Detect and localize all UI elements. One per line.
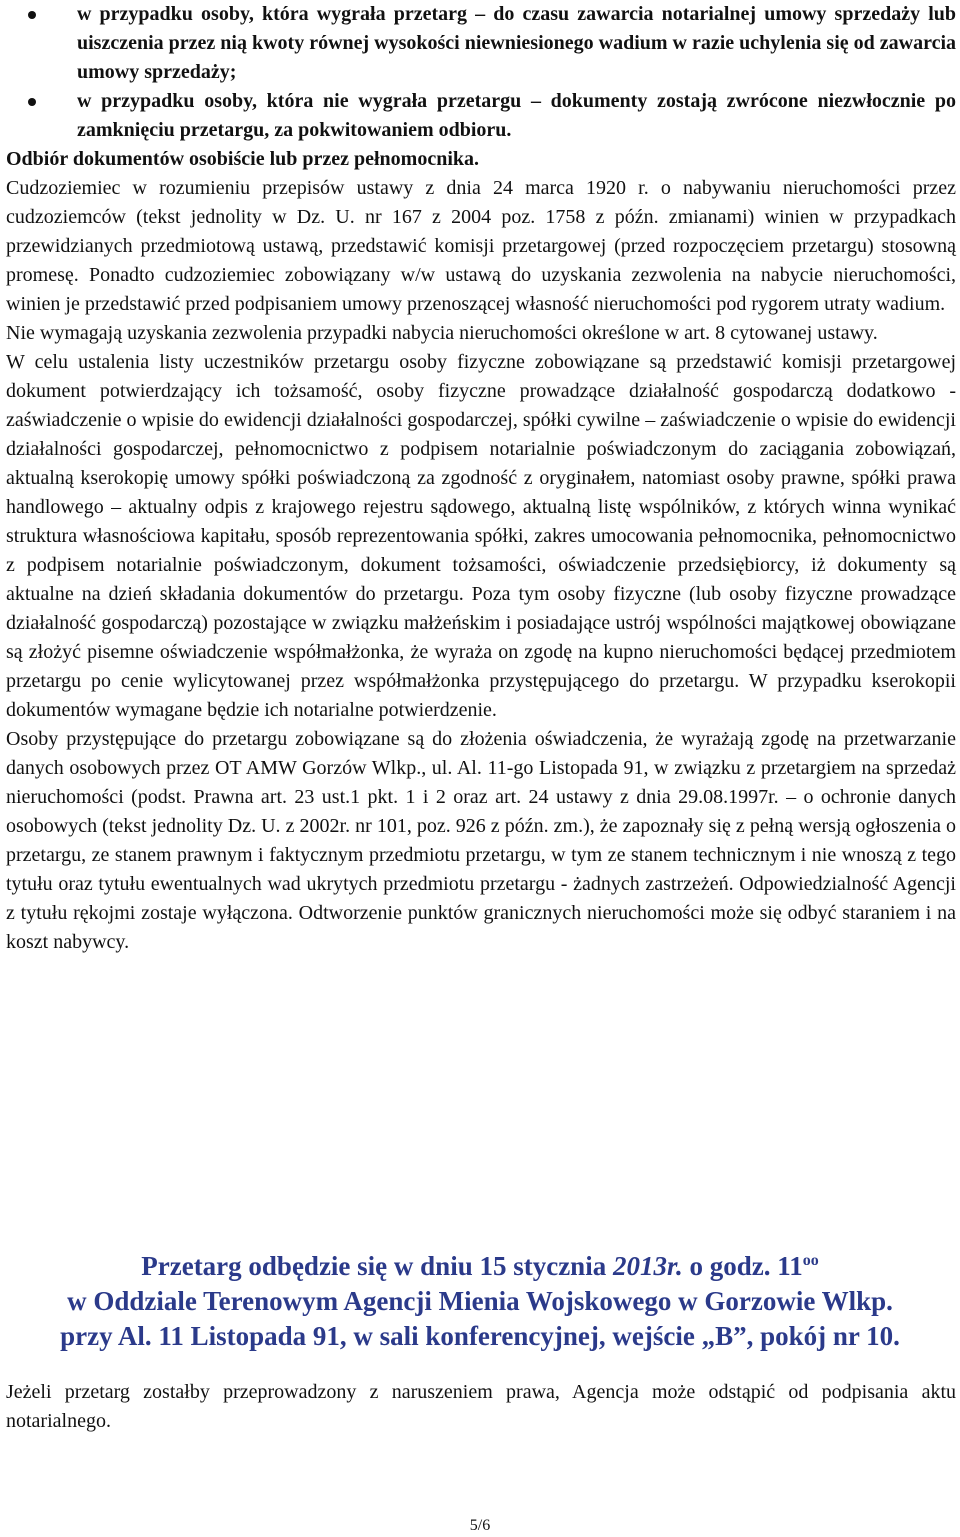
closing-paragraph: Jeżeli przetarg zostałby przeprowadzony z naruszeniem prawa, Agencja może odstąpić od podpisania aktu notarialnego.	[6, 1381, 956, 1432]
document-page	[6, 0, 956, 957]
auction-announcement	[0, 1243, 960, 1354]
page-number: 5/6	[469, 1517, 491, 1534]
consent-paragraph: Osoby przystępujące do przetargu zobowiązane są do złożenia oświadczenia, że wyrażają zgodę na przetwarzanie danych osobowych przez OT AMW Gorzów Wlkp., ul. Al. 11-go Listopada 91, w związku z przetargiem na sprzedaż nieruchomości (podst. Prawna art. 23 ust.1 pkt. 1 i 2 oraz art. 24 ustawy z dnia 29.08.1997r. – o ochronie danych osobowych (tekst jednolity Dz. U. z 2002r. nr 101, poz. 926 z późn. zm.), że zapoznały się z pełną wersją ogłoszenia o przetargu, ze stanem prawnym i faktycznym przedmiotu przetargu, w tym ze stanem technicznym i nie wnoszą z tego tytułu oraz tytułu ewentualnych wad ukrytych przedmiotu przetargu - żadnych zastrzeżeń. Odpowiedzialność Agencji z tytułu rękojmi zostaje wyłączona. Odtworzenie punktów granicznych nieruchomości może się odbyć staraniem i na koszt nabywcy.	[6, 728, 956, 953]
announcement-time: o godz. 11	[682, 1251, 803, 1281]
bullet-dot-icon	[28, 98, 36, 106]
announcement-time-sup: oo	[802, 1252, 819, 1269]
announcement-date-text: Przetarg odbędzie się w dniu 15 stycznia	[141, 1251, 613, 1281]
pickup-note: Odbiór dokumentów osobiście lub przez pełnomocnika.	[6, 148, 480, 170]
foreigner-paragraph: Cudzoziemiec w rozumieniu przepisów ustawy z dnia 24 marca 1920 r. o nabywaniu nieruchomości przez cudzoziemców (tekst jednolity w Dz. U. nr 167 z 2004 poz. 1758 z późn. zmianami) winien w przypadkach przewidzianych przedmiotową ustawą, przedstawić komisji przetargowej (przed rozpoczęciem przetargu) stosowną promesę. Ponadto cudzoziemiec zobowiązany w/w ustawą do uzyskania zezwolenia na nabycie nieruchomości, winien je przedstawić przed podpisaniem umowy przenoszącej własność nieruchomości pod rygorem utraty wadium.	[6, 177, 956, 315]
bullet-item	[6, 87, 956, 145]
bullet-text: w przypadku osoby, która wygrała przetarg – do czasu zawarcia notarialnej umowy sprzedaży lub uiszczenia przez nią kwoty równej wysokości niewniesionego wadium w razie uchylenia się od zawarcia umowy sprzedaży;	[77, 3, 957, 83]
bullet-item	[6, 0, 956, 87]
bullet-dot-icon	[28, 11, 36, 19]
bullet-list	[6, 0, 956, 145]
announcement-line-3: przy Al. 11 Listopada 91, w sali konferencyjnej, wejście „B”, pokój nr 10.	[60, 1321, 900, 1351]
announcement-year: 2013r.	[612, 1251, 683, 1281]
participants-paragraph: W celu ustalenia listy uczestników przetargu osoby fizyczne zobowiązane są przedstawić komisji przetargowej dokument potwierdzający ich tożsamość, osoby fizyczne prowadzące działalność gospodarczą dodatkowo - zaświadczenie o wpisie do ewidencji działalności gospodarczej, spółki cywilne – zaświadczenie o wpisie do ewidencji działalności gospodarczej, pełnomocnictwo z podpisem notarialnie poświadczonym do zaciągania zobowiązań, aktualną kserokopię umowy spółki poświadczoną za zgodność z oryginałem, natomiast osoby prawne, spółki prawa handlowego – aktualny odpis z krajowego rejestru sądowego, aktualną listę wspólników, z których winna wynikać struktura własnościowa kapitału, sposób reprezentowania spółki, zakres umocowania pełnomocnika, pełnomocnictwo z podpisem notarialnie poświadczonym, dokument tożsamości, oświadczenie przedsiębiorcy, iż dokumenty są aktualne na dzień składania dokumentów do przetargu. Poza tym osoby fizyczne (lub osoby fizyczne prowadzące działalność gospodarczą) pozostające w związku małżeńskim i posiadające ustrój wspólności majątkowej obowiązane są złożyć pisemne oświadczenie współmałżonka, że wyraża on zgodę na kupno nieruchomości będącej przedmiotem przetargu po cenie wylicytowanej przez współmałżonka przystępującego do przetargu. W przypadku kserokopii dokumentów wymagane będzie ich notarialne potwierdzenie.	[6, 351, 956, 721]
exemption-paragraph: Nie wymagają uzyskania zezwolenia przypadki nabycia nieruchomości określone w art. 8 cytowanej ustawy.	[6, 322, 878, 344]
announcement-line-2: w Oddziale Terenowym Agencji Mienia Wojskowego w Gorzowie Wlkp.	[67, 1286, 893, 1316]
announcement-line-1	[0, 1243, 960, 1284]
bullet-text: w przypadku osoby, która nie wygrała przetargu – dokumenty zostają zwrócone niezwłocznie po zamknięciu przetargu, za pokwitowaniem odbioru.	[77, 90, 956, 141]
